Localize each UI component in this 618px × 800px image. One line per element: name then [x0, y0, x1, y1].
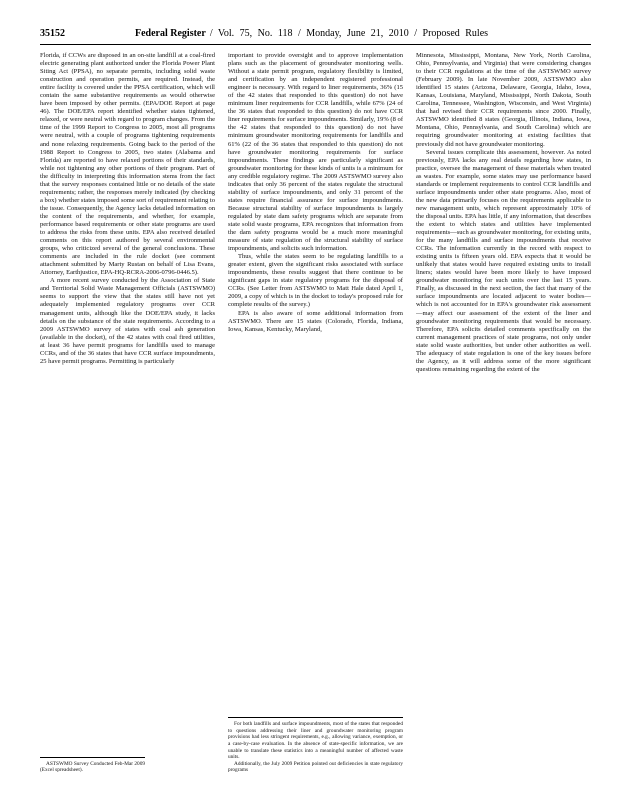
column-1 — [40, 52, 215, 774]
footnotes — [228, 717, 403, 774]
paragraph: Minnesota, Mississippi, Montana, New York, North Carolina, Ohio, Pennsylvania, and Virginia) that were considering changes to their CCR regulations at the time of the ASTSWMO survey (February 2009). In late November 2009, ASTSWMO also identified 15 states (Arizona, Delaware, Georgia, Idaho, Iowa, Kansas, Louisiana, Maryland, Mississippi, North Dakota, South Carolina, Tennessee, Washington, Wisconsin, and West Virginia) that had revised their CCR requirements since 2000. Finally, ASTSWMO identified 8 states (Georgia, Illinois, Indiana, Iowa, Montana, Ohio, Pennsylvania, and South Carolina) which are requiring groundwater monitoring at existing facilities that previously did not have groundwater monitoring. — [416, 52, 591, 148]
paragraph: Florida, if CCWs are disposed in an on-site landfill at a coal-fired electric generating plant authorized under the Florida Power Plant Siting Act (PPSA), no separate permits, including solid waste construction and operation permits, are required. Instead, the entire facility is covered under the PPSA certification, which will contain the same substantive requirements as would otherwise have been imposed by other permits. (EPA/DOE Report at page 46). The DOE/EPA report identified whether states tightened, relaxed, or were neutral with regard to program changes. From the time of the 1999 Report to Congress to 2005, most all programs were neutral, with a couple of programs tightening requirements and none relaxing requirements. Going back to the period of the 1988 Report to Congress to 2005, two states (Alabama and Florida) are reported to have relaxed portions of their standards, while not tightening any other portions of their program. Part of the difficulty in interpreting this information stems from the fact that the survey responses contained little or no details of the state requirements; rather, the responses merely indicated (by checking a box) whether states imposed some sort of requirement relating to the issue. Consequently, the Agency lacks detailed information on the content of the requirements, and whether, for example, performance based requirements or other state programs are used to address the risks from these units. EPA also received detailed comments on this report authored by several environmental groups, who criticized several of the general conclusions. These comments are included in the rule docket (see comment attachment submitted by Marty Rustan on behalf of Lisa Evans, Attorney, Earthjustice, EPA-HQ-RCRA-2006-0796-0446.5). — [40, 52, 215, 277]
paragraph: Thus, while the states seem to be regulating landfills to a greater extent, given the significant risks associated with surface impoundments, these results suggest that there continue to be significant gaps in state regulatory programs for the disposal of CCRs. (See Letter from ASTSWMO to Matt Hale dated April 1, 2009, a copy of which is in the docket to today's proposed rule for complete results of the survey.) — [228, 253, 403, 309]
issue-info: / Vol. 75, No. 118 / Monday, June 21, 2010 / Proposed Rules — [209, 28, 489, 39]
footnote: For both landfills and surface impoundments, most of the states that responded to questions addressing their liner and groundwater monitoring program provisions had less stringent requirements, e.g., allowing variance, exemption, or a case-by-case evaluation. In the absence of state-specific information, we are unable to translate these statistics into a meaningful number of affected waste units. — [228, 721, 403, 761]
paragraph: EPA is also aware of some additional information from ASTSWMO. There are 15 states (Colorado, Florida, Indiana, Iowa, Kansas, Kentucky, Maryland, — [228, 309, 403, 333]
footnote: ASTSWMO Survey Conducted Feb-Mar 2009 (Excel spreadsheet). — [40, 760, 145, 774]
publication-name: Federal Register — [135, 28, 206, 39]
page-header — [40, 28, 591, 42]
page-number: 35152 — [40, 28, 65, 39]
paragraph: A more recent survey conducted by the Association of State and Territorial Solid Waste Management Officials (ASTSWMO) seems to support the view that the states still have not yet adequately implemented regulatory programs over CCR management units, although like the DOE/EPA study, it lacks details on the substance of the state requirements. According to a 2009 ASTSWMO survey of states with coal ash generation (available in the docket), of the 42 states with coal fired utilities, at least 36 have permit programs for landfills used to manage CCRs, and of the 36 states that have CCR surface impoundments, 25 have permit programs. Permitting is particularly — [40, 277, 215, 365]
footnotes — [40, 757, 145, 774]
column-2 — [228, 52, 403, 774]
footnote: Additionally, the July 2009 Petition pointed out deficiencies in state regulatory programs — [228, 760, 403, 774]
paragraph: Several issues complicate this assessment, however. As noted previously, EPA lacks any real details regarding how states, in practice, oversee the management of these materials when treated as wastes. For example, some states may use performance based standards or implement requirements to control CCR landfills and surface impoundments under other state programs. Also, most of the new data primarily focuses on the requirements applicable to new management units, which represent approximately 10% of the disposal units. EPA has little, if any information, that describes the extent to which states and utilities have implemented requirements—such as groundwater monitoring, for existing units, for the many landfills and surface impoundments that receive CCRs. The information currently in the record with respect to existing units is fifteen years old. EPA expects that it would be unlikely that states would have required existing units to install liners; states would have been more likely to have imposed groundwater monitoring for such units over the last 15 years. Finally, as discussed in the next section, the fact that many of the surface impoundments are located adjacent to water bodies—which is not accounted for in EPA's groundwater risk assessment—may affect our assessment of the extent of the liner and groundwater monitoring requirements that would be necessary. Therefore, EPA solicits detailed comments specifically on the current management practices of state programs, not only under state solid waste authorities, but under other authorities as well. The adequacy of state regulation is one of the key issues before the Agency, as it will address some of the more significant questions remaining regarding the extent of the — [416, 148, 591, 373]
header-rule — [40, 44, 591, 45]
column-3 — [416, 52, 591, 774]
paragraph: important to provide oversight and to approve implementation plans such as the placement of groundwater monitoring wells. Without a state permit program, regulatory flexibility is limited, and certification by an independent registered professional engineer is necessary. With regard to liner requirements, 36% (15 of the 42 states that responded to this question) do not have minimum liner requirements for CCR landfills, while 67% (24 of the 36 states that responded to this question) do not have CCR liner requirements for surface impoundments. Similarly, 19% (8 of the 42 states that responded to this question) do not have minimum groundwater monitoring requirements for landfills and 61% (22 of the 36 states that responded to this question) do not have groundwater monitoring requirements for surface impoundments. These findings are particularly significant as groundwater monitoring for these kinds of units is a minimum for any credible regulatory regime. The 2009 ASTSWMO survey also indicates that only 36 percent of the states regulate the structural stability of surface impoundments, and only 31 percent of the states require financial assurance for surface impoundments. Because structural stability of surface impoundments is largely regulated by state dam safety programs which are separate from state solid waste programs, EPA recognizes that information from the dam safety programs would be a much more meaningful measure of state regulation of the structural stability of surface impoundments, and solicits such information. — [228, 52, 403, 253]
text-columns — [40, 52, 591, 774]
